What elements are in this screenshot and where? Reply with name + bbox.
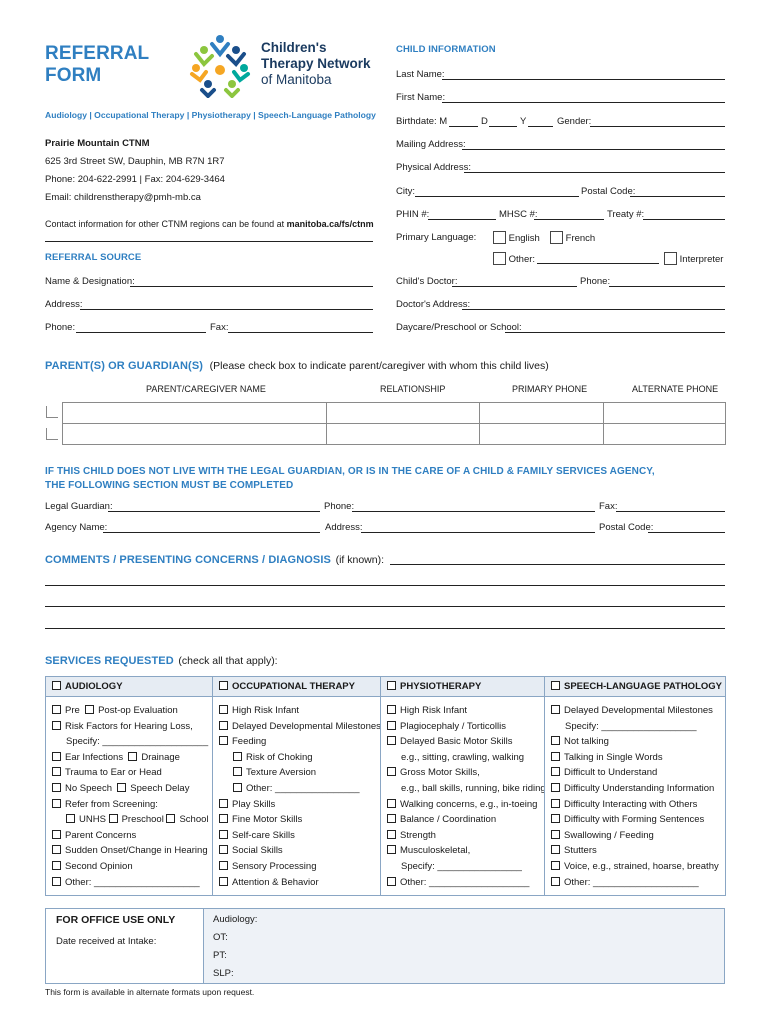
item-label: Plagiocephaly / Torticollis (400, 720, 506, 732)
checkbox[interactable] (551, 861, 560, 870)
item-label: Gross Motor Skills, (400, 767, 480, 779)
agency-postal-field[interactable] (648, 532, 725, 533)
pt-checkbox[interactable] (387, 681, 396, 690)
checkbox[interactable] (387, 830, 396, 839)
item-label: Trauma to Ear or Head (65, 767, 162, 779)
checkbox[interactable] (52, 830, 61, 839)
item-label: Specify: ________________ (401, 860, 522, 872)
guardians-heading: PARENT(S) OR GUARDIAN(S) (45, 360, 204, 372)
checkbox[interactable] (551, 752, 560, 761)
office-slp-label: SLP: (213, 968, 234, 979)
physical-label: Physical Address: (396, 162, 471, 173)
mailing-field[interactable] (462, 149, 725, 150)
item-label: Talking in Single Words (564, 751, 663, 763)
ref-phone-label: Phone: (45, 322, 76, 333)
item-label: Voice, e.g., strained, hoarse, breathy (564, 860, 719, 872)
list-item[interactable] (551, 781, 725, 797)
guardians-subheading: (Please check box to indicate parent/caregiver with whom this child lives) (209, 360, 549, 372)
checkbox[interactable] (52, 877, 61, 886)
ot-checkbox[interactable] (219, 681, 228, 690)
item-label: High Risk Infant (400, 705, 468, 716)
list-item[interactable] (219, 734, 380, 750)
list-item[interactable] (387, 765, 544, 781)
comments-line-4[interactable] (45, 628, 725, 629)
office-use-left (46, 909, 204, 983)
checkbox[interactable] (387, 736, 396, 745)
legal-phone-field[interactable] (352, 511, 595, 512)
list-item[interactable] (219, 812, 380, 828)
list-item[interactable] (551, 719, 725, 735)
item-label: Difficulty with Forming Sentences (564, 814, 705, 826)
item-label: Parent Concerns (65, 829, 137, 841)
item-label: Sensory Processing (232, 860, 317, 872)
item-label: Swallowing / Feeding (564, 829, 654, 841)
guardian-row-2-checkbox[interactable] (46, 428, 58, 440)
footer-note: This form is available in alternate formats upon request. (45, 987, 255, 997)
list-item[interactable] (52, 875, 212, 891)
slp-column (544, 677, 725, 895)
list-item[interactable] (219, 765, 380, 781)
audiology-title: AUDIOLOGY (65, 681, 123, 692)
item-label: Other: ________________ (246, 782, 360, 794)
item-label: Second Opinion (65, 860, 133, 872)
item-label: Other: ____________________ (564, 876, 699, 888)
checkbox[interactable] (387, 705, 396, 714)
phin-label: PHIN #: (396, 209, 430, 220)
item-label: Musculoskeletal, (400, 845, 471, 857)
list-item[interactable] (52, 750, 212, 766)
checkbox[interactable] (387, 799, 396, 808)
guardian-1-primary-phone-cell[interactable] (480, 403, 604, 424)
interpreter-label: Interpreter (679, 254, 724, 265)
ref-address-field[interactable] (80, 309, 373, 310)
doctor-phone-field[interactable] (609, 286, 725, 287)
office-audiology-label: Audiology: (213, 914, 258, 925)
checkbox[interactable] (52, 799, 61, 808)
checkbox[interactable] (219, 799, 228, 808)
item-label: Attention & Behavior (232, 876, 319, 888)
slp-checkbox[interactable] (551, 681, 560, 690)
item-label: Walking concerns, e.g., in-toeing (400, 798, 538, 810)
agency-address-label: Address: (325, 522, 363, 533)
postal-field[interactable] (630, 196, 725, 197)
contact-divider (45, 241, 373, 242)
comments-heading-row (45, 554, 384, 566)
item-label: Refer from Screening: (65, 798, 158, 810)
checkbox[interactable] (387, 814, 396, 823)
item-label: Strength (400, 829, 436, 841)
table-row (63, 403, 726, 424)
legal-phone-label: Phone: (324, 501, 355, 512)
daycare-field[interactable] (505, 332, 725, 333)
slp-title: SPEECH-LANGUAGE PATHOLOGY (564, 681, 722, 692)
daycare-label: Daycare/Preschool or School: (396, 322, 522, 333)
list-item[interactable] (387, 797, 544, 813)
ref-name-field[interactable] (130, 286, 373, 287)
checkbox[interactable] (166, 814, 175, 823)
item-label: High Risk Infant (232, 705, 300, 716)
checkbox[interactable] (387, 845, 396, 854)
list-item[interactable] (551, 703, 725, 719)
item-label: Texture Aversion (246, 767, 317, 779)
checkbox[interactable] (52, 721, 61, 730)
checkbox[interactable] (66, 814, 75, 823)
first-name-label: First Name: (396, 92, 446, 103)
birthdate-d-field[interactable] (489, 126, 517, 127)
legal-fax-field[interactable] (616, 511, 725, 512)
office-use-heading: FOR OFFICE USE ONLY (56, 914, 176, 926)
birthdate-y-label: Y (520, 116, 527, 127)
item-label: Sudden Onset/Change in Hearing (65, 845, 208, 857)
item-label: Play Skills (232, 798, 276, 810)
guardian-2-name-cell[interactable] (63, 424, 327, 445)
item-label: Post-op Evaluation (98, 705, 178, 716)
checkbox[interactable] (219, 814, 228, 823)
referral-source-heading: REFERRAL SOURCE (45, 252, 142, 263)
list-item[interactable] (387, 843, 544, 859)
gender-label: Gender: (557, 116, 592, 127)
contact-note-link[interactable]: manitoba.ca/fs/ctnm (286, 219, 374, 229)
ref-fax-label: Fax: (210, 322, 229, 333)
checkbox[interactable] (85, 705, 94, 714)
guardian-1-name-cell[interactable] (63, 403, 327, 424)
checkbox[interactable] (387, 767, 396, 776)
services-suffix: (check all that apply): (178, 655, 278, 667)
list-item[interactable] (219, 859, 380, 875)
checkbox[interactable] (551, 877, 560, 886)
list-item[interactable] (52, 828, 212, 844)
checkbox[interactable] (551, 736, 560, 745)
doctor-phone-label: Phone: (580, 276, 611, 287)
mailing-label: Mailing Address: (396, 139, 466, 150)
english-checkbox[interactable] (493, 231, 506, 244)
list-item (387, 750, 544, 766)
legal-guardian-field[interactable] (108, 511, 320, 512)
disciplines-line: Audiology | Occupational Therapy | Physiotherapy | Speech-Language Pathology (45, 110, 376, 120)
doctor-label: Child's Doctor: (396, 276, 458, 287)
checkbox[interactable] (52, 783, 61, 792)
item-label: Feeding (232, 736, 267, 748)
audiology-header[interactable] (46, 677, 212, 697)
checkbox[interactable] (387, 721, 396, 730)
doctor-address-label: Doctor's Address: (396, 299, 471, 310)
item-label: Specify: __________________ (565, 720, 697, 732)
comments-line-2[interactable] (45, 585, 725, 586)
item-label: Fine Motor Skills (232, 814, 303, 826)
checkbox[interactable] (117, 783, 126, 792)
birthdate-m-field[interactable] (449, 126, 478, 127)
item-label: Drainage (141, 751, 180, 763)
last-name-label: Last Name: (396, 69, 445, 80)
first-name-field[interactable] (442, 102, 725, 103)
comments-line-1[interactable] (390, 564, 725, 565)
office-ot-label: OT: (213, 932, 228, 943)
checkbox[interactable] (52, 861, 61, 870)
birthdate-m-label: Birthdate: M (396, 116, 448, 127)
logo-text-line3: of Manitoba (261, 72, 332, 87)
item-label: Difficult to Understand (564, 767, 658, 779)
checkbox[interactable] (219, 877, 228, 886)
list-item[interactable] (551, 812, 725, 828)
checkbox[interactable] (233, 783, 242, 792)
checkbox[interactable] (551, 830, 560, 839)
agency-label: Agency Name: (45, 522, 108, 533)
checkbox[interactable] (52, 752, 61, 761)
checkbox[interactable] (233, 767, 242, 776)
org-address: 625 3rd Street SW, Dauphin, MB R7N 1R7 (45, 156, 225, 167)
checkbox[interactable] (551, 845, 560, 854)
list-item[interactable] (387, 719, 544, 735)
item-label: Pre (65, 705, 80, 716)
checkbox[interactable] (551, 767, 560, 776)
col-alternate-phone: ALTERNATE PHONE (632, 384, 719, 394)
item-label: School (179, 814, 209, 826)
mhsc-field[interactable] (534, 219, 604, 220)
ot-header[interactable] (213, 677, 380, 697)
pt-title: PHYSIOTHERAPY (400, 681, 482, 692)
item-label: Delayed Developmental Milestones (232, 720, 381, 732)
checkbox[interactable] (52, 705, 61, 714)
ref-name-label: Name & Designation: (45, 276, 135, 287)
list-item[interactable] (551, 843, 725, 859)
last-name-field[interactable] (442, 79, 725, 80)
item-label: UNHS (79, 814, 106, 826)
other-language-label: Other: (508, 254, 536, 265)
comments-line-3[interactable] (45, 606, 725, 607)
checkbox[interactable] (219, 861, 228, 870)
ref-phone-field[interactable] (76, 332, 206, 333)
other-language-option[interactable] (493, 252, 535, 265)
list-item[interactable] (219, 843, 380, 859)
list-item[interactable] (387, 875, 544, 891)
item-label: No Speech (65, 782, 113, 794)
item-label: Risk Factors for Hearing Loss, (65, 720, 193, 732)
primary-language-label: Primary Language: (396, 232, 477, 243)
checkbox[interactable] (52, 845, 61, 854)
col-relationship: RELATIONSHIP (380, 384, 446, 394)
checkbox[interactable] (551, 783, 560, 792)
checkbox[interactable] (109, 814, 118, 823)
ctnm-logo (188, 32, 378, 102)
birthdate-y-field[interactable] (528, 126, 553, 127)
item-label: Other: ___________________ (400, 876, 530, 888)
english-label: English (508, 233, 540, 244)
french-option[interactable] (550, 231, 595, 244)
list-item[interactable] (551, 765, 725, 781)
guardian-1-relationship-cell[interactable] (326, 403, 480, 424)
item-label: Balance / Coordination (400, 814, 497, 826)
services-heading: SERVICES REQUESTED (45, 655, 174, 667)
list-item[interactable] (219, 750, 380, 766)
item-label: Not talking (564, 736, 609, 748)
legal-heading-line1: IF THIS CHILD DOES NOT LIVE WITH THE LEGAL GUARDIAN, OR IS IN THE CARE OF A CHILD & FAMILY SERVICES AGENCY, (45, 466, 655, 477)
checkbox[interactable] (219, 705, 228, 714)
services-heading-row (45, 655, 278, 667)
col-parent-name: PARENT/CAREGIVER NAME (146, 384, 266, 394)
contact-note (45, 219, 374, 229)
guardians-heading-row (45, 360, 549, 372)
checkbox[interactable] (551, 799, 560, 808)
checkbox[interactable] (387, 877, 396, 886)
item-label: Risk of Choking (246, 751, 313, 763)
treaty-label: Treaty #: (607, 209, 645, 220)
item-label: Speech Delay (130, 782, 190, 794)
agency-postal-label: Postal Code: (599, 522, 654, 533)
list-item[interactable] (219, 719, 380, 735)
list-item[interactable] (551, 797, 725, 813)
list-item[interactable] (387, 703, 544, 719)
pt-header[interactable] (381, 677, 544, 697)
mhsc-label: MHSC #: (499, 209, 538, 220)
list-item[interactable] (52, 797, 212, 813)
table-row (63, 424, 726, 445)
checkbox[interactable] (219, 845, 228, 854)
comments-heading: COMMENTS / PRESENTING CONCERNS / DIAGNOSIS (45, 554, 331, 566)
office-use-box (45, 908, 725, 984)
legal-fax-label: Fax: (599, 501, 618, 512)
checkbox[interactable] (128, 752, 137, 761)
list-item[interactable] (52, 734, 212, 750)
list-item[interactable] (387, 812, 544, 828)
guardian-2-relationship-cell[interactable] (326, 424, 480, 445)
gender-field[interactable] (590, 126, 725, 127)
phin-field[interactable] (428, 219, 496, 220)
guardian-row-1-checkbox[interactable] (46, 406, 58, 418)
form-title-line1: REFERRAL (45, 43, 150, 64)
list-item[interactable] (387, 859, 544, 875)
list-item[interactable] (387, 828, 544, 844)
interpreter-checkbox[interactable] (664, 252, 677, 265)
list-item[interactable] (219, 875, 380, 891)
doctor-address-field[interactable] (462, 309, 725, 310)
org-phone-fax: Phone: 204-622-2991 | Fax: 204-629-3464 (45, 174, 225, 185)
item-label: Self-care Skills (232, 829, 295, 841)
item-label: Difficulty Interacting with Others (564, 798, 698, 810)
checkbox[interactable] (52, 767, 61, 776)
form-title (45, 43, 149, 87)
item-label: Social Skills (232, 845, 283, 857)
list-item[interactable] (551, 734, 725, 750)
french-checkbox[interactable] (550, 231, 563, 244)
child-info-heading: CHILD INFORMATION (396, 44, 496, 55)
list-item[interactable] (551, 750, 725, 766)
city-field[interactable] (415, 196, 579, 197)
list-item[interactable] (219, 797, 380, 813)
physical-field[interactable] (464, 172, 725, 173)
agency-field[interactable] (103, 532, 320, 533)
item-label: e.g., sitting, crawling, walking (401, 751, 525, 763)
english-option[interactable] (493, 231, 540, 244)
list-item[interactable] (551, 859, 725, 875)
other-language-checkbox[interactable] (493, 252, 506, 265)
list-item[interactable] (219, 781, 380, 797)
item-label: Stutters (564, 845, 597, 857)
item-label: Specify: ____________________ (66, 736, 209, 748)
city-label: City: (396, 186, 415, 197)
list-item[interactable] (52, 765, 212, 781)
item-label: Ear Infections (65, 751, 124, 763)
checkbox[interactable] (219, 830, 228, 839)
list-item[interactable] (219, 703, 380, 719)
org-name: Prairie Mountain CTNM (45, 138, 150, 149)
checkbox[interactable] (233, 752, 242, 761)
checkbox[interactable] (219, 721, 228, 730)
birthdate-d-label: D (481, 116, 488, 127)
list-item[interactable] (52, 859, 212, 875)
item-label: Delayed Developmental Milestones (564, 705, 713, 716)
audiology-checkbox[interactable] (52, 681, 61, 690)
postal-label: Postal Code: (581, 186, 636, 197)
contact-note-text: Contact information for other CTNM regions can be found at (45, 219, 287, 229)
form-title-line2: FORM (45, 65, 102, 86)
ot-column (212, 677, 380, 895)
pt-column (380, 677, 544, 895)
logo-text-line2: Therapy Network (261, 56, 371, 71)
slp-header[interactable] (545, 677, 725, 697)
list-item[interactable] (52, 781, 212, 797)
item-label: Other: ____________________ (65, 876, 200, 888)
guardian-2-alternate-phone-cell[interactable] (604, 424, 726, 445)
office-pt-label: PT: (213, 950, 227, 961)
list-item (387, 781, 544, 797)
list-item[interactable] (52, 703, 212, 719)
org-email: Email: childrenstherapy@pmh-mb.ca (45, 192, 201, 203)
checkbox[interactable] (551, 814, 560, 823)
guardians-table (62, 402, 726, 445)
ot-title: OCCUPATIONAL THERAPY (232, 681, 355, 692)
list-item[interactable] (387, 734, 544, 750)
list-item[interactable] (219, 828, 380, 844)
legal-heading-line2: THE FOLLOWING SECTION MUST BE COMPLETED (45, 480, 294, 491)
other-language-field[interactable] (537, 263, 659, 264)
doctor-field[interactable] (452, 286, 577, 287)
guardian-1-alternate-phone-cell[interactable] (604, 403, 726, 424)
guardian-2-primary-phone-cell[interactable] (480, 424, 604, 445)
item-label: Difficulty Understanding Information (564, 782, 715, 794)
logo-figures-icon (188, 32, 252, 98)
treaty-field[interactable] (643, 219, 725, 220)
audiology-column (46, 677, 212, 895)
french-label: French (565, 233, 596, 244)
item-label: e.g., ball skills, running, bike riding (401, 782, 546, 794)
list-item[interactable] (551, 828, 725, 844)
comments-suffix: (if known): (335, 554, 385, 566)
item-label: Delayed Basic Motor Skills (400, 736, 513, 748)
legal-guardian-label: Legal Guardian: (45, 501, 113, 512)
col-primary-phone: PRIMARY PHONE (512, 384, 588, 394)
checkbox[interactable] (551, 705, 560, 714)
list-item[interactable] (52, 843, 212, 859)
ref-address-label: Address: (45, 299, 83, 310)
agency-address-field[interactable] (361, 532, 595, 533)
item-label: Preschool (121, 814, 164, 826)
list-item[interactable] (52, 719, 212, 735)
list-item[interactable] (52, 812, 212, 828)
ref-fax-field[interactable] (228, 332, 373, 333)
office-date-label: Date received at Intake: (56, 936, 157, 947)
interpreter-option[interactable] (664, 252, 723, 265)
list-item[interactable] (551, 875, 725, 891)
checkbox[interactable] (219, 736, 228, 745)
logo-text-line1: Children's (261, 40, 327, 55)
